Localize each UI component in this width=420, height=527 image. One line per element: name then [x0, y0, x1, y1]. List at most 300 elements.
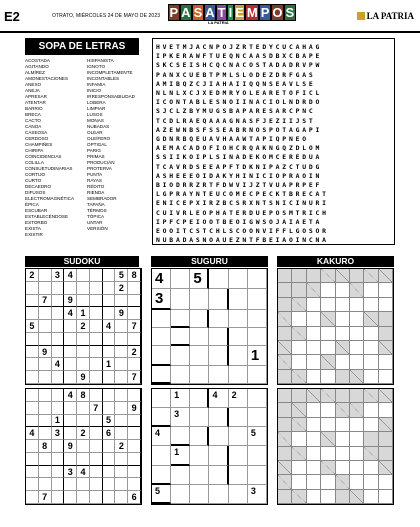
suguru-cell[interactable] [248, 446, 267, 465]
sudoku-cell[interactable]: 7 [39, 491, 52, 504]
sudoku-cell[interactable] [39, 453, 52, 466]
sudoku-cell[interactable] [52, 389, 65, 402]
sudoku-cell[interactable] [39, 269, 52, 282]
sudoku-cell[interactable] [39, 282, 52, 295]
suguru-cell[interactable]: 5 [152, 485, 171, 504]
sudoku-cell[interactable]: 7 [39, 295, 52, 308]
sudoku-cell[interactable] [77, 440, 90, 453]
sudoku-cell[interactable] [26, 466, 39, 479]
sudoku-cell[interactable] [128, 478, 141, 491]
kakuro-cell[interactable] [292, 341, 306, 355]
sudoku-cell[interactable] [103, 346, 116, 359]
sudoku-cell[interactable] [90, 466, 103, 479]
sudoku-cell[interactable] [39, 358, 52, 371]
sudoku-cell[interactable] [64, 333, 77, 346]
kakuro-cell[interactable] [307, 475, 321, 489]
sudoku-cell[interactable] [90, 358, 103, 371]
kakuro-cell[interactable] [321, 341, 335, 355]
sudoku-cell[interactable] [115, 478, 128, 491]
sudoku-cell[interactable] [103, 453, 116, 466]
kakuro-cell[interactable] [364, 298, 378, 312]
sudoku-cell[interactable] [52, 333, 65, 346]
kakuro-cell[interactable] [364, 490, 378, 504]
sudoku-cell[interactable] [115, 333, 128, 346]
sudoku-cell[interactable] [90, 453, 103, 466]
sudoku-cell[interactable] [26, 282, 39, 295]
sudoku-cell[interactable] [103, 466, 116, 479]
suguru-cell[interactable] [190, 427, 209, 446]
suguru-cell[interactable] [190, 310, 209, 328]
sudoku-cell[interactable] [77, 346, 90, 359]
suguru-cell[interactable] [190, 389, 209, 408]
kakuro-cell[interactable] [307, 355, 321, 369]
sudoku-cell[interactable] [103, 491, 116, 504]
suguru-cell[interactable] [248, 310, 267, 328]
suguru-cell[interactable]: 3 [152, 289, 171, 310]
sudoku-cell[interactable] [64, 282, 77, 295]
suguru-cell[interactable] [190, 366, 209, 384]
suguru-cell[interactable] [152, 346, 171, 366]
kakuro-cell[interactable] [292, 432, 306, 446]
kakuro-cell[interactable] [364, 283, 378, 297]
kakuro-cell[interactable] [321, 327, 335, 341]
kakuro-cell[interactable] [364, 403, 378, 417]
suguru-cell[interactable] [209, 346, 228, 366]
kakuro-cell[interactable] [292, 461, 306, 475]
sudoku-cell[interactable] [39, 320, 52, 333]
suguru-cell[interactable] [171, 427, 190, 446]
sudoku-cell[interactable] [39, 333, 52, 346]
sudoku-cell[interactable] [115, 466, 128, 479]
suguru-cell[interactable] [209, 408, 228, 427]
suguru-cell[interactable]: 5 [248, 427, 267, 446]
suguru-cell[interactable] [209, 485, 228, 504]
sudoku-cell[interactable] [128, 415, 141, 428]
sudoku-cell[interactable]: 7 [90, 402, 103, 415]
kakuro-cell[interactable] [321, 370, 335, 384]
sudoku-cell[interactable]: 9 [115, 307, 128, 320]
sudoku-cell[interactable] [77, 402, 90, 415]
suguru-cell[interactable] [248, 289, 267, 310]
sudoku-cell[interactable] [52, 307, 65, 320]
sudoku-cell[interactable]: 3 [64, 466, 77, 479]
sudoku-cell[interactable] [26, 415, 39, 428]
kakuro-cell[interactable] [307, 312, 321, 326]
sudoku-cell[interactable] [90, 389, 103, 402]
sudoku-cell[interactable] [90, 427, 103, 440]
sudoku-cell[interactable] [77, 358, 90, 371]
sudoku-cell[interactable] [26, 440, 39, 453]
sudoku-cell[interactable]: 8 [77, 389, 90, 402]
suguru-cell[interactable] [248, 466, 267, 485]
suguru-cell[interactable] [209, 269, 228, 289]
suguru-cell[interactable] [190, 446, 209, 465]
kakuro-cell[interactable] [307, 461, 321, 475]
suguru-cell[interactable] [229, 366, 248, 384]
sudoku-cell[interactable] [90, 371, 103, 384]
suguru-cell[interactable]: 4 [152, 269, 171, 289]
sudoku-cell[interactable] [103, 282, 116, 295]
suguru-cell[interactable] [209, 466, 228, 485]
kakuro-cell[interactable] [379, 283, 393, 297]
sudoku-cell[interactable] [52, 466, 65, 479]
sudoku-cell[interactable] [128, 358, 141, 371]
sudoku-cell[interactable] [77, 333, 90, 346]
sudoku-cell[interactable] [77, 415, 90, 428]
suguru-cell[interactable]: 2 [229, 389, 248, 408]
sudoku-cell[interactable] [64, 371, 77, 384]
sudoku-cell[interactable] [26, 389, 39, 402]
kakuro-cell[interactable] [350, 461, 364, 475]
kakuro-cell[interactable] [379, 475, 393, 489]
sudoku-cell[interactable]: 9 [128, 402, 141, 415]
suguru-cell[interactable] [229, 269, 248, 289]
suguru-cell[interactable]: 4 [209, 389, 228, 408]
kakuro-cell[interactable] [379, 403, 393, 417]
suguru-cell[interactable] [171, 269, 190, 289]
sudoku-cell[interactable]: 5 [103, 415, 116, 428]
sudoku-cell[interactable]: 4 [26, 427, 39, 440]
sudoku-cell[interactable] [115, 371, 128, 384]
sudoku-cell[interactable] [52, 453, 65, 466]
sudoku-cell[interactable]: 1 [77, 307, 90, 320]
kakuro-cell[interactable] [350, 327, 364, 341]
suguru-cell[interactable] [152, 446, 171, 465]
sudoku-cell[interactable] [90, 282, 103, 295]
suguru-cell[interactable] [209, 427, 228, 446]
suguru-cell[interactable] [229, 446, 248, 465]
kakuro-cell[interactable] [379, 370, 393, 384]
sudoku-cell[interactable] [128, 440, 141, 453]
suguru-cell[interactable] [229, 310, 248, 328]
sudoku-cell[interactable] [39, 478, 52, 491]
sudoku-cell[interactable] [128, 466, 141, 479]
kakuro-cell[interactable] [321, 283, 335, 297]
suguru-cell[interactable] [152, 408, 171, 427]
kakuro-cell[interactable] [336, 298, 350, 312]
kakuro-cell[interactable] [336, 355, 350, 369]
sudoku-cell[interactable] [26, 333, 39, 346]
kakuro-cell[interactable] [364, 355, 378, 369]
suguru-cell[interactable] [190, 408, 209, 427]
sudoku-cell[interactable] [26, 371, 39, 384]
sudoku-cell[interactable] [64, 478, 77, 491]
suguru-cell[interactable] [152, 328, 171, 346]
suguru-cell[interactable] [171, 346, 190, 366]
suguru-cell[interactable] [248, 408, 267, 427]
sudoku-cell[interactable]: 6 [103, 427, 116, 440]
sudoku-cell[interactable]: 1 [103, 358, 116, 371]
sudoku-cell[interactable] [115, 358, 128, 371]
suguru-cell[interactable] [229, 485, 248, 504]
sudoku-cell[interactable]: 3 [52, 427, 65, 440]
kakuro-cell[interactable] [364, 461, 378, 475]
sudoku-cell[interactable] [52, 371, 65, 384]
suguru-cell[interactable] [190, 466, 209, 485]
suguru-cell[interactable] [171, 485, 190, 504]
suguru-cell[interactable]: 3 [171, 408, 190, 427]
sudoku-cell[interactable]: 9 [77, 371, 90, 384]
sudoku-cell[interactable] [77, 269, 90, 282]
sudoku-cell[interactable] [77, 491, 90, 504]
sudoku-cell[interactable]: 2 [128, 346, 141, 359]
sudoku-cell[interactable] [128, 282, 141, 295]
kakuro-cell[interactable] [292, 475, 306, 489]
sudoku-cell[interactable] [77, 295, 90, 308]
sudoku-cell[interactable] [77, 282, 90, 295]
sudoku-cell[interactable] [26, 307, 39, 320]
suguru-cell[interactable] [171, 289, 190, 310]
sudoku-cell[interactable] [103, 269, 116, 282]
sudoku-cell[interactable] [39, 389, 52, 402]
sudoku-cell[interactable]: 5 [115, 269, 128, 282]
sudoku-cell[interactable] [90, 346, 103, 359]
sudoku-cell[interactable] [128, 389, 141, 402]
kakuro-cell[interactable] [336, 461, 350, 475]
kakuro-cell[interactable] [336, 432, 350, 446]
kakuro-cell[interactable] [321, 475, 335, 489]
suguru-cell[interactable] [171, 366, 190, 384]
sudoku-cell[interactable] [115, 346, 128, 359]
sudoku-cell[interactable] [103, 389, 116, 402]
sudoku-cell[interactable] [115, 402, 128, 415]
sudoku-cell[interactable] [64, 358, 77, 371]
sudoku-cell[interactable]: 9 [39, 346, 52, 359]
sudoku-cell[interactable] [90, 333, 103, 346]
sudoku-cell[interactable] [64, 346, 77, 359]
suguru-cell[interactable]: 4 [152, 427, 171, 446]
kakuro-cell[interactable] [364, 327, 378, 341]
sudoku-cell[interactable] [128, 453, 141, 466]
sudoku-cell[interactable] [39, 466, 52, 479]
suguru-cell[interactable] [229, 427, 248, 446]
suguru-cell[interactable] [209, 366, 228, 384]
suguru-cell[interactable] [248, 366, 267, 384]
sudoku-cell[interactable] [103, 478, 116, 491]
sudoku-cell[interactable] [103, 440, 116, 453]
suguru-cell[interactable] [209, 446, 228, 465]
sudoku-cell[interactable] [128, 307, 141, 320]
sudoku-cell[interactable] [90, 320, 103, 333]
sudoku-cell[interactable]: 1 [52, 415, 65, 428]
suguru-cell[interactable] [229, 346, 248, 366]
sudoku-cell[interactable]: 4 [52, 358, 65, 371]
sudoku-cell[interactable] [115, 427, 128, 440]
sudoku-cell[interactable]: 4 [64, 269, 77, 282]
sudoku-cell[interactable] [52, 346, 65, 359]
sudoku-cell[interactable] [39, 307, 52, 320]
kakuro-cell[interactable] [321, 490, 335, 504]
suguru-cell[interactable] [152, 366, 171, 384]
kakuro-cell[interactable] [350, 432, 364, 446]
suguru-cell[interactable] [209, 289, 228, 310]
sudoku-cell[interactable] [39, 415, 52, 428]
kakuro-cell[interactable] [350, 298, 364, 312]
sudoku-cell[interactable] [115, 320, 128, 333]
kakuro-cell[interactable] [350, 447, 364, 461]
kakuro-cell[interactable] [307, 432, 321, 446]
sudoku-cell[interactable]: 2 [77, 320, 90, 333]
sudoku-cell[interactable] [52, 440, 65, 453]
suguru-cell[interactable] [209, 328, 228, 346]
sudoku-cell[interactable] [39, 427, 52, 440]
sudoku-cell[interactable] [90, 269, 103, 282]
sudoku-cell[interactable] [103, 295, 116, 308]
suguru-cell[interactable]: 1 [171, 446, 190, 465]
sudoku-cell[interactable]: 2 [77, 427, 90, 440]
sudoku-cell[interactable] [128, 427, 141, 440]
suguru-cell[interactable] [229, 466, 248, 485]
sudoku-cell[interactable] [26, 453, 39, 466]
suguru-cell[interactable] [190, 485, 209, 504]
sudoku-cell[interactable]: 6 [128, 491, 141, 504]
kakuro-cell[interactable] [379, 355, 393, 369]
sudoku-cell[interactable] [77, 453, 90, 466]
sudoku-cell[interactable]: 7 [128, 371, 141, 384]
kakuro-cell[interactable] [379, 490, 393, 504]
sudoku-cell[interactable] [64, 427, 77, 440]
sudoku-cell[interactable] [115, 295, 128, 308]
sudoku-cell[interactable] [26, 295, 39, 308]
sudoku-cell[interactable] [115, 389, 128, 402]
sudoku-cell[interactable] [115, 453, 128, 466]
sudoku-cell[interactable] [64, 491, 77, 504]
sudoku-cell[interactable] [90, 415, 103, 428]
sudoku-cell[interactable] [26, 478, 39, 491]
sudoku-cell[interactable] [103, 333, 116, 346]
suguru-cell[interactable]: 3 [248, 485, 267, 504]
suguru-cell[interactable] [190, 289, 209, 310]
kakuro-cell[interactable] [364, 475, 378, 489]
sudoku-cell[interactable] [77, 478, 90, 491]
sudoku-cell[interactable] [90, 295, 103, 308]
kakuro-cell[interactable] [321, 403, 335, 417]
kakuro-cell[interactable] [307, 490, 321, 504]
kakuro-cell[interactable] [350, 312, 364, 326]
kakuro-cell[interactable] [350, 475, 364, 489]
suguru-cell[interactable] [248, 328, 267, 346]
kakuro-cell[interactable] [336, 447, 350, 461]
sudoku-cell[interactable] [90, 491, 103, 504]
sudoku-cell[interactable] [52, 295, 65, 308]
kakuro-cell[interactable] [364, 370, 378, 384]
sudoku-cell[interactable] [26, 346, 39, 359]
kakuro-cell[interactable] [350, 418, 364, 432]
suguru-cell[interactable] [248, 389, 267, 408]
suguru-cell[interactable] [152, 466, 171, 485]
sudoku-cell[interactable]: 4 [64, 307, 77, 320]
sudoku-cell[interactable] [90, 440, 103, 453]
sudoku-cell[interactable]: 9 [64, 440, 77, 453]
kakuro-cell[interactable] [364, 341, 378, 355]
kakuro-cell[interactable] [307, 327, 321, 341]
kakuro-cell[interactable] [321, 447, 335, 461]
sudoku-cell[interactable] [103, 402, 116, 415]
sudoku-cell[interactable] [52, 282, 65, 295]
sudoku-cell[interactable]: 8 [39, 440, 52, 453]
kakuro-cell[interactable] [307, 403, 321, 417]
suguru-cell[interactable]: 5 [190, 269, 209, 289]
sudoku-cell[interactable] [64, 402, 77, 415]
sudoku-cell[interactable]: 4 [77, 466, 90, 479]
sudoku-cell[interactable] [103, 307, 116, 320]
kakuro-cell[interactable] [321, 418, 335, 432]
sudoku-cell[interactable] [64, 320, 77, 333]
kakuro-cell[interactable] [336, 283, 350, 297]
kakuro-cell[interactable] [307, 418, 321, 432]
sudoku-cell[interactable]: 8 [128, 269, 141, 282]
suguru-cell[interactable] [171, 328, 190, 346]
sudoku-cell[interactable] [90, 478, 103, 491]
suguru-cell[interactable] [152, 310, 171, 328]
sudoku-cell[interactable]: 4 [103, 320, 116, 333]
suguru-cell[interactable] [171, 466, 190, 485]
kakuro-cell[interactable] [307, 298, 321, 312]
kakuro-cell[interactable] [350, 355, 364, 369]
suguru-cell[interactable] [229, 328, 248, 346]
sudoku-cell[interactable] [52, 478, 65, 491]
kakuro-cell[interactable] [336, 312, 350, 326]
suguru-cell[interactable] [229, 408, 248, 427]
sudoku-cell[interactable]: 2 [115, 440, 128, 453]
sudoku-cell[interactable]: 3 [52, 269, 65, 282]
sudoku-cell[interactable] [103, 371, 116, 384]
suguru-cell[interactable]: 1 [248, 346, 267, 366]
sudoku-cell[interactable] [39, 371, 52, 384]
sudoku-cell[interactable] [115, 415, 128, 428]
suguru-cell[interactable] [209, 310, 228, 328]
kakuro-cell[interactable] [307, 341, 321, 355]
sudoku-cell[interactable] [64, 453, 77, 466]
sudoku-cell[interactable]: 4 [64, 389, 77, 402]
suguru-cell[interactable] [190, 346, 209, 366]
kakuro-cell[interactable] [336, 327, 350, 341]
sudoku-cell[interactable]: 5 [26, 320, 39, 333]
kakuro-cell[interactable] [307, 370, 321, 384]
sudoku-cell[interactable] [39, 402, 52, 415]
kakuro-cell[interactable] [321, 298, 335, 312]
suguru-cell[interactable] [152, 389, 171, 408]
sudoku-cell[interactable] [128, 333, 141, 346]
sudoku-cell[interactable] [26, 491, 39, 504]
suguru-cell[interactable] [229, 289, 248, 310]
sudoku-cell[interactable]: 9 [64, 295, 77, 308]
sudoku-cell[interactable] [115, 491, 128, 504]
suguru-cell[interactable]: 1 [171, 389, 190, 408]
sudoku-cell[interactable] [52, 402, 65, 415]
kakuro-cell[interactable] [292, 312, 306, 326]
sudoku-cell[interactable] [26, 358, 39, 371]
suguru-cell[interactable] [190, 328, 209, 346]
sudoku-cell[interactable]: 2 [115, 282, 128, 295]
sudoku-cell[interactable]: 7 [128, 320, 141, 333]
kakuro-cell[interactable] [350, 341, 364, 355]
kakuro-cell[interactable] [292, 355, 306, 369]
sudoku-cell[interactable] [128, 295, 141, 308]
kakuro-cell[interactable] [379, 298, 393, 312]
sudoku-cell[interactable]: 2 [26, 269, 39, 282]
sudoku-cell[interactable] [90, 307, 103, 320]
kakuro-cell[interactable] [364, 418, 378, 432]
kakuro-cell[interactable] [336, 418, 350, 432]
suguru-cell[interactable] [248, 269, 267, 289]
suguru-cell[interactable] [171, 310, 190, 328]
sudoku-cell[interactable] [26, 402, 39, 415]
kakuro-cell[interactable] [307, 447, 321, 461]
sudoku-cell[interactable] [52, 320, 65, 333]
sudoku-cell[interactable] [64, 415, 77, 428]
sudoku-cell[interactable] [52, 491, 65, 504]
